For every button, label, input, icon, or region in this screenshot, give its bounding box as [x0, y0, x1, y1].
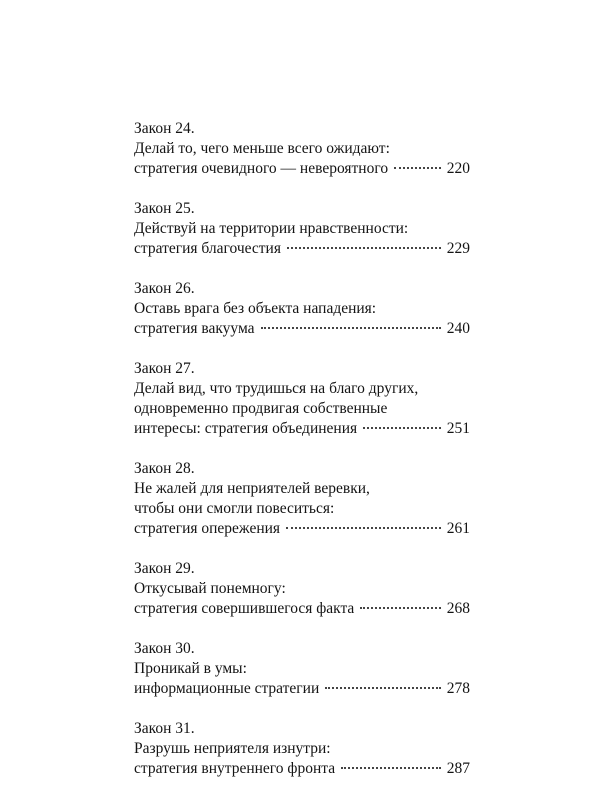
dot-leader — [341, 767, 441, 769]
law-number: Закон 26. — [134, 280, 195, 297]
toc-entry-law-31 — [134, 719, 470, 779]
page-number: 261 — [446, 520, 470, 537]
page-number: 229 — [446, 240, 470, 257]
toc-entry-law-30 — [134, 639, 470, 699]
toc-strategy-line — [134, 159, 470, 179]
law-title-line: Разрушь неприятеля изнутри: — [134, 740, 331, 757]
law-number: Закон 28. — [134, 460, 195, 477]
law-number: Закон 24. — [134, 120, 195, 137]
toc-strategy-line — [134, 519, 470, 539]
law-number: Закон 31. — [134, 720, 195, 737]
law-title-line: Оставь врага без объекта нападения: — [134, 300, 377, 317]
toc-entry-law-26 — [134, 279, 470, 339]
toc-strategy-line — [134, 679, 470, 699]
strategy-text: интересы: стратегия объединения — [134, 420, 358, 437]
strategy-text: стратегия благочестия — [134, 240, 281, 257]
toc-entry-law-25 — [134, 199, 470, 259]
toc-entry-law-27 — [134, 359, 470, 439]
toc-strategy-line — [134, 759, 470, 779]
toc-entry-law-28 — [134, 459, 470, 539]
law-title-line: Делай то, чего меньше всего ожидают: — [134, 140, 390, 157]
dot-leader — [363, 427, 441, 429]
strategy-text: стратегия очевидного — невероятного — [134, 160, 389, 177]
strategy-text: стратегия опережения — [134, 520, 281, 537]
law-number: Закон 25. — [134, 200, 195, 217]
toc-entry-law-24 — [134, 119, 470, 179]
dot-leader — [286, 527, 441, 529]
strategy-text: информационные стратегии — [134, 680, 320, 697]
law-number: Закон 29. — [134, 560, 195, 577]
page-number: 287 — [446, 760, 470, 777]
strategy-text: стратегия вакуума — [134, 320, 255, 337]
page-number: 220 — [446, 160, 470, 177]
law-number: Закон 30. — [134, 640, 195, 657]
dot-leader — [394, 167, 441, 169]
page-number: 251 — [446, 420, 470, 437]
dot-leader — [287, 247, 441, 249]
page-number: 268 — [446, 600, 470, 617]
toc-strategy-line — [134, 239, 470, 259]
law-title-line: чтобы они смогли повеситься: — [134, 500, 335, 517]
page-number: 240 — [446, 320, 470, 337]
table-of-contents — [134, 119, 470, 799]
law-title-line: Проникай в умы: — [134, 660, 247, 677]
law-number: Закон 27. — [134, 360, 195, 377]
dot-leader — [261, 327, 441, 329]
toc-entry-law-29 — [134, 559, 470, 619]
dot-leader — [360, 607, 440, 609]
law-title-line: Делай вид, что трудишься на благо других, — [134, 380, 419, 397]
strategy-text: стратегия внутреннего фронта — [134, 760, 336, 777]
toc-strategy-line — [134, 319, 470, 339]
strategy-text: стратегия совершившегося факта — [134, 600, 355, 617]
law-title-line: Не жалей для неприятелей веревки, — [134, 480, 370, 497]
law-title-line: Действуй на территории нравственности: — [134, 220, 409, 237]
law-title-line: Откусывай понемногу: — [134, 580, 286, 597]
toc-strategy-line — [134, 419, 470, 439]
toc-strategy-line — [134, 599, 470, 619]
dot-leader — [325, 687, 440, 689]
page-number: 278 — [446, 680, 470, 697]
law-title-line: одновременно продвигая собственные — [134, 400, 388, 417]
